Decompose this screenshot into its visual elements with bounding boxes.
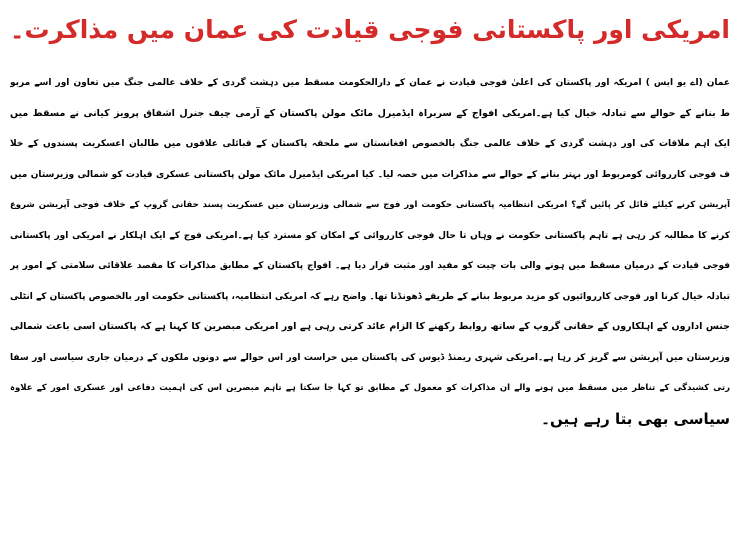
article-line: جنس اداروں کے اہلکاروں کے حقانی گروپ کے ساتھ روابط رکھنے کا الزام عائد کرتی رہی ہے اور امریکی مبصرین کا کہنا ہے کہ پاکستان اسی باعث شمالی — [10, 321, 730, 332]
article-line: فوجی قیادت کے درمیان مسقط میں ہونے والی بات چیت کو مفید اور مثبت قرار دیا ہے۔ افواج پاکستان کے مطابق مذاکرات کا مقصد علاقائی سلامتی کے امور پر — [10, 261, 730, 271]
article-line: ط بنانے کے حوالے سے تبادلہ خیال کیا ہے۔امریکی افواج کے سربراہ ایڈمیرل مائک مولن پاکستان کے آرمی چیف جنرل اشفاق پرویز کیانی نے مسقط میں — [10, 107, 730, 119]
article-line: تبادلہ خیال کرنا اور فوجی کارروائیوں کو مزید مربوط بنانے کے طریقے ڈھونڈنا تھا۔ واضح رہے کہ امریکی انتظامیہ، پاکستانی حکومت اور بالخصوص پاکستان کے انٹلی — [10, 291, 730, 302]
article-line: ف فوجی کارروائی کومربوط اور بہتر بنانے کے حوالے سے مذاکرات میں حصہ لیا۔ کیا امریکی ایڈمیرل مائک مولن پاکستانی عسکری قیادت کو شمالی وزیرستان میں — [10, 169, 730, 180]
article-body — [10, 68, 730, 434]
article-headline: امریکی اور پاکستانی فوجی قیادت کی عمان میں مذاکرت۔ — [9, 15, 730, 44]
article-line: عمان (اے یو ایس ) امریکہ اور پاکستان کی اعلیٰ فوجی قیادت نے عمان کے دارالحکومت مسقط میں دہشت گردی کے خلاف عالمی جنگ میں تعاون اور اسے مربو — [10, 78, 730, 88]
article-line: کرنے کا مطالبہ کر رہی ہے تاہم پاکستانی حکومت نے وہاں تا حال فوجی کارروائی کے امکان کو مسترد کیا ہے۔امریکی فوج کے ایک اہلکار نے امریکی اور پاکستانی — [10, 230, 730, 241]
article-line: آپریشن کرنے کیلئے قائل کر پائیں گے؟ امریکی انتظامیہ پاکستانی حکومت اور فوج سے شمالی وزیرستان میں عسکریت پسند حقانی گروپ کے خلاف فوجی آپریشن شروع — [10, 200, 730, 210]
article-line: وزیرستان میں آپریشن سے گریز کر رہا ہے۔امریکی شہری ریمنڈ ڈیوس کی پاکستان میں حراست اور اس حوالے سے دونوں ملکوں کے درمیان جاری سیاسی اور سفا — [10, 352, 730, 363]
article-line: رتی کشیدگی کے تناظر میں مسقط میں ہونے والے ان مذاکرات کو معمول کے مطابق تو کہا جا سکتا ہے تاہم مبصرین اس کی اہمیت دفاعی اور عسکری امور کے علاوہ — [10, 383, 730, 393]
article-line: سیاسی بھی بتا رہے ہیں۔ — [541, 409, 730, 428]
article-line: ایک اہم ملاقات کی اور دہشت گردی کے خلاف عالمی جنگ بالخصوص افغانستان سے ملحقہ پاکستان کے قبائلی علاقوں میں طالبان اعسکریت پسندوں کے خلا — [10, 139, 730, 149]
